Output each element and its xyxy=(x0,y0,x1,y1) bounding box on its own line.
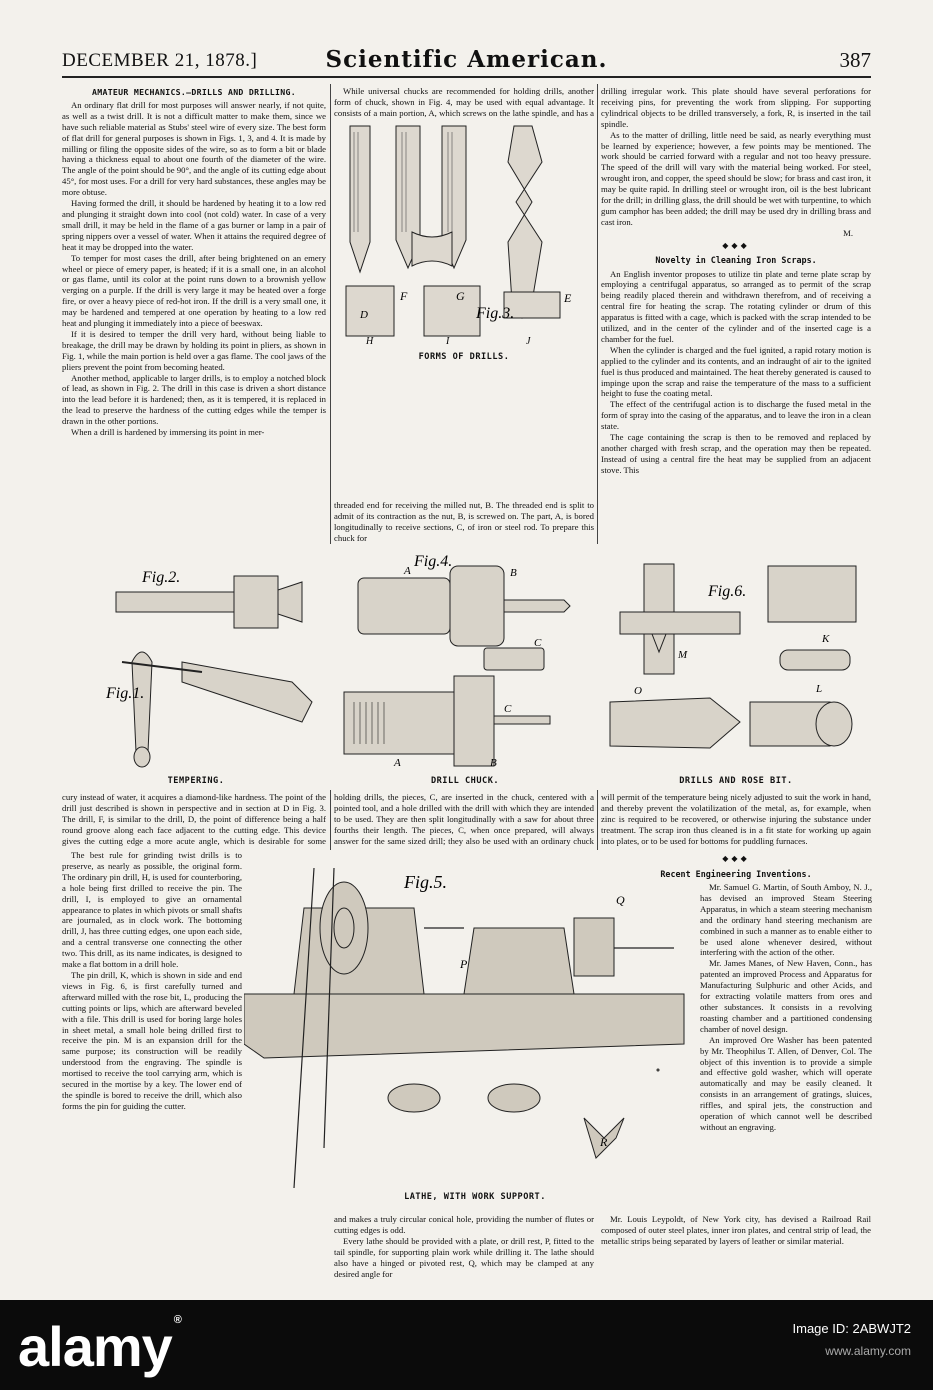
scraps-continued-column xyxy=(601,792,871,848)
issue-date: DECEMBER 21, 1878.] xyxy=(62,50,258,71)
paragraph: holding drills, the pieces, C, are inserted in the chuck, centered with a pointed tool, and a hole drilled with the drill with which they are intended to be used. They are then split longitudinally with a saw for about three fourths their length. The pieces, C, when once prepared, will always answer for the same sized drill; they also be used with an ordinary chuck xyxy=(334,792,594,846)
masthead: Scientific American. xyxy=(325,46,608,73)
figure-number: Fig.4. xyxy=(414,553,453,570)
paragraph: An improved Ore Washer has been patented by Mr. Theophilus T. Allen, of Denver, Col. The object of this invention is to provide a simple and effective gold washer, which will operate automatically and may be easily cleaned. It consists in an arrangement of gratings, sluices, riffles, and spiral jets, the construction and operation of which cannot well be described without an engraving. xyxy=(700,1034,872,1132)
paragraph: When a drill is hardened by immersing its point in mer- xyxy=(71,427,265,438)
fig-label: A xyxy=(394,757,401,769)
fig-label: H xyxy=(366,336,374,347)
paragraph: The cage containing the scrap is then to be removed and replaced by another charged with fresh scrap, and the operation may then be repeated. Instead of using a central fire the heat may be supplied from an adjacent stove. This xyxy=(601,432,871,475)
column-rule xyxy=(597,84,598,544)
author-signature: M. xyxy=(843,227,853,238)
fig-label: E xyxy=(564,291,572,305)
fig-label: R xyxy=(600,1135,608,1149)
tempering-figure xyxy=(62,552,330,770)
paragraph: An ordinary flat drill for most purposes will answer nearly, if not quite, as well as a twist drill. It is not a difficult matter to make them, since we have such reliable material as Stubs' steel wire of every size. The best form of flat drill for general purposes is shown in Figs. 1, 3, and 4. It is made by milling or filing the opposite sides of the wire, so as to form a bit or blade having a thickness equal to about one fourth of the diameter of the wire. The angle of the point should be 90°, and the angle of its cutting edge about 45°, for most uses. For a drill for very hard substances, these angles may be more obtuse. xyxy=(62,99,326,198)
lathe-figure xyxy=(244,848,696,1198)
fig-label: M xyxy=(678,649,688,661)
fig-label: J xyxy=(526,336,531,347)
drills-continued-column xyxy=(62,792,326,848)
paragraph: If it is desired to temper the drill very hard, without being liable to breakage, the drill may be drawn by holding its point in pliers, as shown in Fig. 1, while the main portion is held over a gas flame. The cool jaws of the pliers prevent the point from becoming heated. xyxy=(62,328,326,372)
lathe-text-column xyxy=(334,1214,594,1290)
alamy-logo: alamy ® xyxy=(18,1314,181,1378)
article-title: AMATEUR MECHANICS.—DRILLS AND DRILLING. xyxy=(92,87,296,97)
paragraph: cury instead of water, it acquires a diamond-like hardness. The point of the drill just described is shown in perspective and in section at D in Fig. 3. The drill, F, is similar to the drill, D, the point of difference being a half round groove along each face adjacent to the cutting edge. This device gives the cutting edge a more acute angle, which is desirable for some xyxy=(62,792,326,846)
engineering-column xyxy=(700,882,872,1212)
fig-label: B xyxy=(510,567,517,579)
forms-of-drills-figure xyxy=(336,122,592,350)
paragraph: Mr. Louis Leypoldt, of New York city, has devised a Railroad Rail composed of outer steel plates, inner iron plates, and central strip of lead, the metallic strips being separated by layers of leather or similar material. xyxy=(601,1214,871,1246)
figure-caption: DRILLS AND ROSE BIT. xyxy=(679,776,793,786)
page-header xyxy=(62,46,871,78)
fig-label: B xyxy=(490,757,497,769)
paragraph: Mr. Samuel G. Martin, of South Amboy, N. J., has devised an improved Steam Steering Apparatus, in which a steam steering mechanism and the ordinary hand steering mechanism are combined in such a manner as to enable either to be used alone whenever desired, without interfering with the action of the other. xyxy=(700,882,872,958)
engineering-continued-column xyxy=(601,1214,871,1290)
site-url: www.alamy.com xyxy=(825,1344,911,1358)
paragraph: To temper for most cases the drill, after being brightened on an emery wheel or piece of emery paper, is heated; if it is a small one, in an alcohol or gas flame, until its color at the point runs down to a brownish yellow verging on a purple. If the drill is very large it may be heated over a forge fire, or over a heavy piece of red-hot iron. If the drill is a very small one, it may be hardened and tempered at one operation by heating to a low red heat and plunging it immediately into a piece of beeswax. xyxy=(62,252,326,329)
fig-label: D xyxy=(360,309,368,321)
figure-caption: TEMPERING. xyxy=(167,776,225,786)
page-number: 387 xyxy=(839,48,871,72)
paragraph: While universal chucks are recommended for holding drills, another form of chuck, shown in Fig. 4, may be used with equal advantage. It consists of a main portion, A, which screws on the lathe spindle, and has a xyxy=(334,86,594,118)
fig-label: A xyxy=(404,565,411,577)
image-id-block xyxy=(701,1318,911,1362)
image-id: Image ID: 2ABWJT2 xyxy=(792,1321,911,1336)
fig-label: K xyxy=(822,633,830,645)
drills-continued-narrow-column xyxy=(62,850,242,1212)
figure-caption: LATHE, WITH WORK SUPPORT. xyxy=(404,1192,546,1202)
fig-label: O xyxy=(634,685,642,697)
paragraph: will permit of the temperature being nicely adjusted to suit the work in hand, and thereby prevent the volatilization of the metal, as, for example, when zinc is required to be recovered, or otherwise injuring the substance under treatment. The scrap iron thus cleaned is in a fit state for working up again into plates, or to be used for bottoms for puddling furnaces. xyxy=(601,792,871,846)
paragraph: The pin drill, K, which is shown in side and end views in Fig. 6, is first carefully turned and afterward milled with the rose bit, L, producing the cutting points or lips, which are afterward beveled with a file. This drill is used for boring large holes in sheet metal, a small hole being drilled first to receive the pin. M is an expansion drill for the same purpose; its construction will be readily understood from the engraving. The spindle is mortised to receive the tool carrying arm, which is secured in the mortise by a key. The lower end of the spindle is bored to receive the drill, which also forms the pin for guiding the cutter. xyxy=(62,969,242,1111)
fig-label: P xyxy=(460,957,468,971)
drills-rose-bit-figure xyxy=(600,552,872,770)
paragraph: An English inventor proposes to utilize tin plate and terne plate scrap by employing a centrifugal apparatus, so arranged as to permit of the scrap being readily placed therein and withdrawn therefrom, and of receiving a central fire for heating the scrap. The rotating cylinder or drum of this apparatus is fitted with a cage, which is packed with the scrap intended to be utilized, and in the center of the cylinder and of the inserted cage is a chamber for the fuel. xyxy=(601,268,871,344)
fig-label: Q xyxy=(616,893,625,907)
paragraph: The effect of the centrifugal action is to discharge the fused metal in the form of spray into the casing of the apparatus, and to leave the iron in a clean state. xyxy=(601,399,871,432)
paragraph: The best rule for grinding twist drills is to preserve, as nearly as possible, the original form. The ordinary pin drill, H, is used for counterboring, a hole being first drilled to receive the pin. The drill, I, is employed to give an ornamental appearance to plates in which pivots or small shafts are journaled, as in clock work. The bottoming drill, J, has three cutting edges, one upon each side, and a central transverse one connecting the other two. This drill, as its name indicates, is designed to make a flat bottom in a drill hole. xyxy=(62,850,242,970)
figure-number: Fig.1. xyxy=(106,685,145,702)
paragraph: threaded end for receiving the milled nut, B. The threaded end is split to admit of its contraction as the nut, B, is screwed on. The part, A, is bored longitudinally to receive sections, C, of iron or steel rod. To prepare this chuck for xyxy=(334,500,594,543)
fig-label: G xyxy=(456,289,465,303)
fig-label: C xyxy=(504,703,512,715)
figure-number: Fig.5. xyxy=(404,872,447,892)
article-title: Recent Engineering Inventions. xyxy=(660,869,812,879)
paragraph: As to the matter of drilling, little need be said, as nearly everything must be learned by experience; however, a few points may be mentioned. The work should be carried forward with a regular and not too heavy pressure. The speed of the drill will vary with the material being worked. For steel, wrought iron, and copper, the speed should be slow; for brass and cast iron, it may be quite rapid. In drilling steel or wrought iron, oil is the best lubricant for the drill; in drilling glass, the drill should be wet with turpentine, to which gum camphor has been added; the drill may be used dry in drilling brass and cast iron. xyxy=(601,129,871,227)
section-ornament: ◆◆◆ xyxy=(722,240,750,250)
column-rule xyxy=(597,790,598,850)
paragraph: Another method, applicable to larger drills, is to employ a notched block of lead, as shown in Fig. 2. The drill in this case is driven a short distance into the lead before it is hardened; then, as it is tempered, it is replaced in the lead to preserve the hardness of the cutting edges while the temper is drawn in the other portions. xyxy=(62,372,326,427)
figure-caption: FORMS OF DRILLS. xyxy=(418,352,510,362)
fig-label: L xyxy=(816,683,823,695)
chuck-text-column xyxy=(334,500,594,544)
column-rule xyxy=(330,84,331,544)
chuck-intro-column xyxy=(334,86,594,120)
fig-label: I xyxy=(446,336,450,347)
scraps-column xyxy=(601,86,871,544)
article-drills-column xyxy=(62,86,326,544)
paragraph: Mr. James Manes, of New Haven, Conn., has patented an improved Process and Apparatus for Manufacturing Sulphuric and other Acids, and for extracting volatile matters from ores and other substances. It consists in a revolving roasting chamber and a partitioned condensing chamber of novel design. xyxy=(700,958,872,1034)
paragraph: Every lathe should be provided with a plate, or drill rest, P, fitted to the tail spindle, for supporting plain work while drilling it. The lathe should also have a hinged or pivoted rest, Q, which may be clamped at any desired angle for xyxy=(334,1235,594,1279)
drill-chuck-figure xyxy=(334,552,596,770)
article-title: Novelty in Cleaning Iron Scraps. xyxy=(655,254,817,265)
figure-number: Fig.2. xyxy=(142,569,181,586)
figure-caption: DRILL CHUCK. xyxy=(430,776,500,786)
fig-label: F xyxy=(400,289,408,303)
figure-number: Fig.3. xyxy=(476,305,515,322)
fig-label: C xyxy=(534,637,542,649)
column-rule xyxy=(330,790,331,850)
paragraph: When the cylinder is charged and the fuel ignited, a rapid rotary motion is applied to the cylinder and its contents, and an indraught of air to the ignited fuel is thus produced and maintained. The heat thereby generated is caused to impinge upon the scrap and raise the temperature of the mass to a sufficient height to fuse the coating metal. xyxy=(601,344,871,399)
paragraph: drilling irregular work. This plate should have several perforations for receiving pins, for preventing the work from slipping. For supporting cylindrical objects to be drilled transversely, a fork, R, is inserted in the tail spindle. xyxy=(601,86,871,129)
stock-watermark-bar xyxy=(0,1300,933,1390)
paragraph: and makes a truly circular conical hole, providing the number of flutes or cutting edges is odd. xyxy=(334,1214,594,1235)
figure-number: Fig.6. xyxy=(708,583,747,600)
paragraph: Having formed the drill, it should be hardened by heating it to a low red and plunging it straight down into cool (not cold) water. In case of a very small drill, it may be held in the flame of a gas burner or lamp in a pair of spring nippers over a vessel of water. When it attains the required degree of heat it may be dropped into the water. xyxy=(62,198,326,252)
chuck-continued-column xyxy=(334,792,594,848)
section-ornament: ◆◆◆ xyxy=(722,854,750,863)
